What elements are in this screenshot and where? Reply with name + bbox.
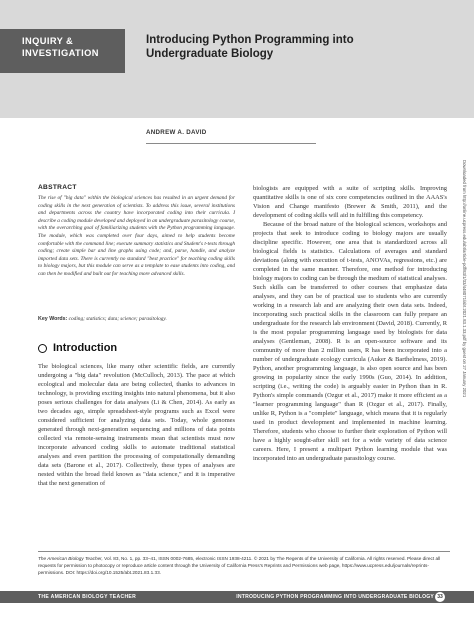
article-running-head: INTRODUCING PYTHON PROGRAMMING INTO UNDERGRADUATE BIOLOGY <box>236 594 434 600</box>
intro-heading <box>38 342 117 354</box>
author-divider <box>146 143 316 144</box>
citation-text: Vol. 83, No. 1, pp. 33–41, ISSN 0002-7685, electronic ISSN 1938-4211. © 2021 by The Regents of the University of California. All rights reserved. Please direct all requests for permission to photocopy or reproduce article content through the University of California Press's Reprints and Permissions web page, https://www.ucpress.edu/journals/reprints-permissions. DOI: https://doi.org/10.1525/abt.2021.83.1.33. <box>38 556 441 575</box>
intro-heading-text: Introduction <box>53 342 118 354</box>
section-label: INQUIRY & INVESTIGATION <box>22 36 99 58</box>
download-note-text: Downloaded from http://online.ucpress.edu/abt/article-pdf/83/1/33/448071/abt.2021.83.1.33.pdf by guest on 27 January 2021 <box>462 160 467 398</box>
keywords-text: coding; statistics; data; science; parasitology. <box>68 316 167 322</box>
footer-divider <box>38 551 450 552</box>
abstract-heading: ABSTRACT <box>38 184 77 191</box>
intro-paragraph-right-1: biologists are equipped with a suite of scripting skills. Improving quantitative skills is one of six core competencies outlined in the AAAS's Vision and Change manifesto (Brewer & Smith, 2011), and the development of coding skills will aid in fulfilling this competency. <box>253 185 447 219</box>
abstract-text: The rise of "big data" within the biological sciences has resulted in an urgent demand for coding skills in the next generation of scientists. To address this issue, several institutions and departments across the country have incorporated coding into their curricula. I describe a coding module developed and deployed in an undergraduate parasitology course, with the overarching goal of familiarizing students with the Python programming language. The module, which was completed over four days, aimed to help students become comfortable with the command line; execute summary statistics and Student's t-tests through coding; create simple bar and line graphs using code; and, parse, handle, and analyze imported data sets. There is currently no standard "best practice" for teaching coding skills to biology majors, but this module can serve as a template to ease students into coding, and can then be modified and built out for teaching more advanced skills. <box>38 195 235 277</box>
page-number: 33 <box>435 592 445 602</box>
author-name: ANDREW A. DAVID <box>146 129 207 136</box>
journal-running-head: THE AMERICAN BIOLOGY TEACHER <box>38 594 137 600</box>
circle-bullet-icon <box>38 344 47 353</box>
keywords-label: Key Words: <box>38 316 68 322</box>
keywords <box>38 316 235 324</box>
citation-block <box>38 555 450 576</box>
article-title: Introducing Python Programming into Undergraduate Biology <box>146 34 354 60</box>
intro-paragraph-right-2: Because of the broad nature of the biological sciences, workshops and projects that seek to introduce coding to biology majors are usually discipline specific. However, one area that is standardized across all biological fields is statistics. Calculations of averages and standard deviations (along with execution of t-tests, ANOVAs, regressions, etc.) are completed in the same manner. Therefore, one method for introducing biology majors to coding can be through the medium of statistical analyses. Such skills can be transferred to other courses that emphasize data analyses, and they can be of practical use to students who are currently working in a research lab and are analyzing their own data sets. Indeed, incorporating such practical skills in the classroom can fully prepare an undergraduate for the research lab environment (David, 2018). Currently, R is the most popular programming language used by biologists for data analyses (Gentleman, 2008). R is an open-source software and its community of more than 2 million users, R has been incorporated into a number of undergraduate ecology curricula (Auker & Barthelmess, 2019). Python, another programming language, is also open source and has been growing in popularity since the early 1990s (Guo, 2014). In addition, scripting (i.e., writing the code) is arguably easier in Python than in R. Python's simple commands (Ozgur et al., 2017) make it more efficient as a "learner programming language" than R (Ozgur et al., 2017). Finally, unlike R, Python is a "complete" language, which means that it is regularly used in product development and implemented in machine learning. Therefore, students who choose to further their exploration of Python will have a highly sought-after skill set for a wide variety of data science careers. Here, I present a multipart Python learning module that was incorporated into an undergraduate parasitology course. <box>253 221 447 462</box>
intro-paragraph-left: The biological sciences, like many other scientific fields, are currently undergoing a "big data" revolution (McCulloch, 2013). The pace at which ecological and molecular data are being collected, thanks to advances in technology, is providing exciting insights into natural phenomena, but it also poses serious challenges for data analyses (Li & Chen, 2014). As early as two decades ago, simple spreadsheet-style programs such as Excel were considered sufficient for analyzing data sets. Today, whole genomes generated through next-generation sequencing and millions of data points collected via remote-sensing instruments mean that scientists must now incorporate advanced coding skills to automate traditional statistical analyses and even partition the processing of computationally demanding data sets (Barone et al., 2017). Collectively, these types of analyses are nested within the broad field known as "data science," and it is imperative that the next generation of <box>38 363 235 487</box>
journal-name: The American Biology Teacher, <box>38 556 103 561</box>
intro-column-right <box>253 184 447 463</box>
download-note <box>460 160 470 560</box>
